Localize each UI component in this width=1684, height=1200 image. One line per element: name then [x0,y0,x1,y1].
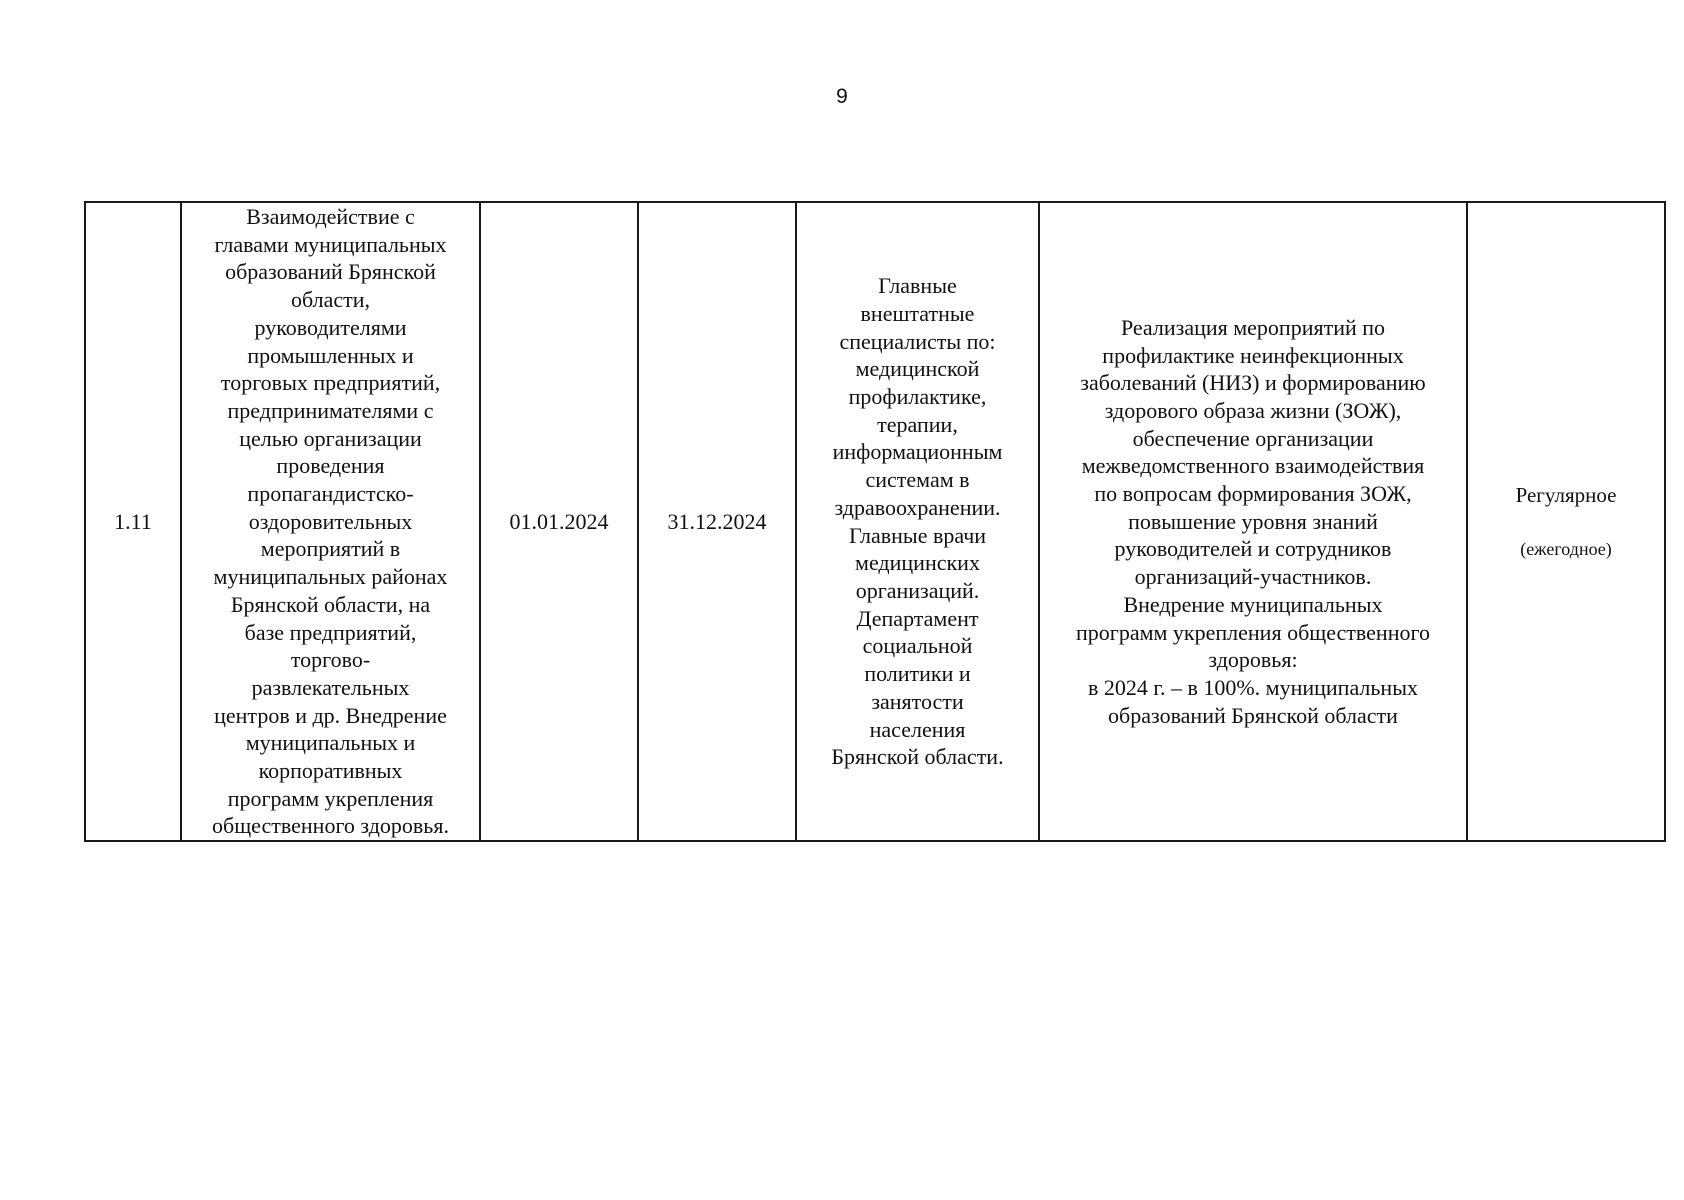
activity-type-note: (ежегодное) [1520,538,1612,559]
end-date-cell: 31.12.2024 [638,202,796,841]
responsible-parties-cell: Главные внештатные специалисты по: медицинской профилактике, терапии, информационным системам в здравоохранении. Главные врачи медицинских организаций. Департамент социальной политики и занятости населения Брянской области. [796,202,1039,841]
activity-table [84,201,1666,842]
activity-description-cell: Взаимодействие с главами муниципальных образований Брянской области, руководителями промышленных и торговых предприятий, предпринимателями с целью организации проведения пропагандистско- оздоровительных мероприятий в муниципальных районах Брянской области, на базе предприятий, торгово- развлекательных центров и др. Внедрение муниципальных и корпоративных программ укрепления общественного здоровья. [181,202,480,841]
activity-type-label: Регулярное [1515,483,1617,508]
activity-type-cell [1467,202,1665,841]
item-number-cell: 1.11 [85,202,181,841]
expected-result-cell: Реализация мероприятий по профилактике неинфекционных заболеваний (НИЗ) и формированию здорового образа жизни (ЗОЖ), обеспечение организации межведомственного взаимодействия по вопросам формирования ЗОЖ, повышение уровня знаний руководителей и сотрудников организаций-участников. Внедрение муниципальных программ укрепления общественного здоровья: в 2024 г. – в 100%. муниципальных образований Брянской области [1039,202,1467,841]
table-row [85,202,1665,841]
start-date-cell: 01.01.2024 [480,202,638,841]
page-number: 9 [836,85,848,108]
